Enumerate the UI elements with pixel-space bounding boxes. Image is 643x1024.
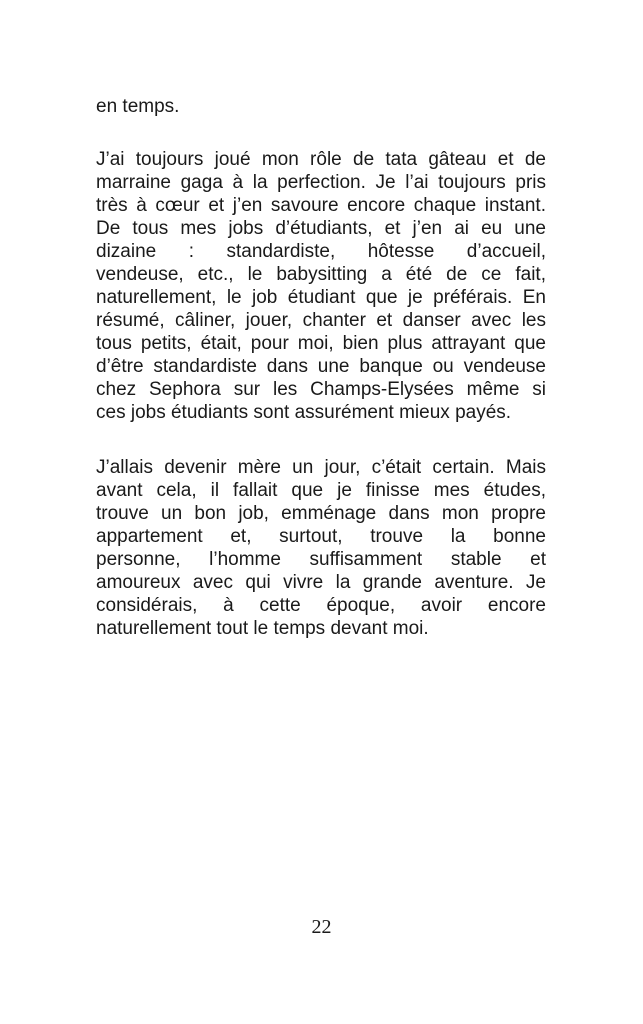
text-line: chez Sephora sur les Champs-Elysées même si <box>96 379 546 400</box>
text-line: d’être standardiste dans une banque ou vendeuse <box>96 356 546 377</box>
text-line: J’allais devenir mère un jour, c’était certain. Mais <box>96 457 546 478</box>
text-line: résumé, câliner, jouer, chanter et danser avec les <box>96 310 546 331</box>
text-line: J’ai toujours joué mon rôle de tata gâteau et de <box>96 149 546 170</box>
paragraph-3 <box>96 456 546 640</box>
text-line: en temps. <box>96 96 180 117</box>
text-line: personne, l’homme suffisamment stable et <box>96 549 546 570</box>
text-line: trouve un bon job, emménage dans mon propre <box>96 503 546 524</box>
text-line: dizaine : standardiste, hôtesse d’accueil, <box>96 241 546 262</box>
text-line: De tous mes jobs d’étudiants, et j’en ai eu une <box>96 218 546 239</box>
text-line: naturellement tout le temps devant moi. <box>96 618 429 639</box>
text-line: considérais, à cette époque, avoir encore <box>96 595 546 616</box>
text-line: vendeuse, etc., le babysitting a été de ce fait, <box>96 264 546 285</box>
paragraph-1 <box>96 95 546 118</box>
text-line: amoureux avec qui vivre la grande aventure. Je <box>96 572 546 593</box>
paragraph-2 <box>96 148 546 424</box>
text-line: marraine gaga à la perfection. Je l’ai toujours pris <box>96 172 546 193</box>
text-line: très à cœur et j’en savoure encore chaque instant. <box>96 195 546 216</box>
text-line: avant cela, il fallait que je finisse mes études, <box>96 480 546 501</box>
text-line: appartement et, surtout, trouve la bonne <box>96 526 546 547</box>
text-line: ces jobs étudiants sont assurément mieux payés. <box>96 402 512 423</box>
text-line: tous petits, était, pour moi, bien plus attrayant que <box>96 333 546 354</box>
page-number: 22 <box>311 916 332 938</box>
text-line: naturellement, le job étudiant que je préférais. En <box>96 287 546 308</box>
